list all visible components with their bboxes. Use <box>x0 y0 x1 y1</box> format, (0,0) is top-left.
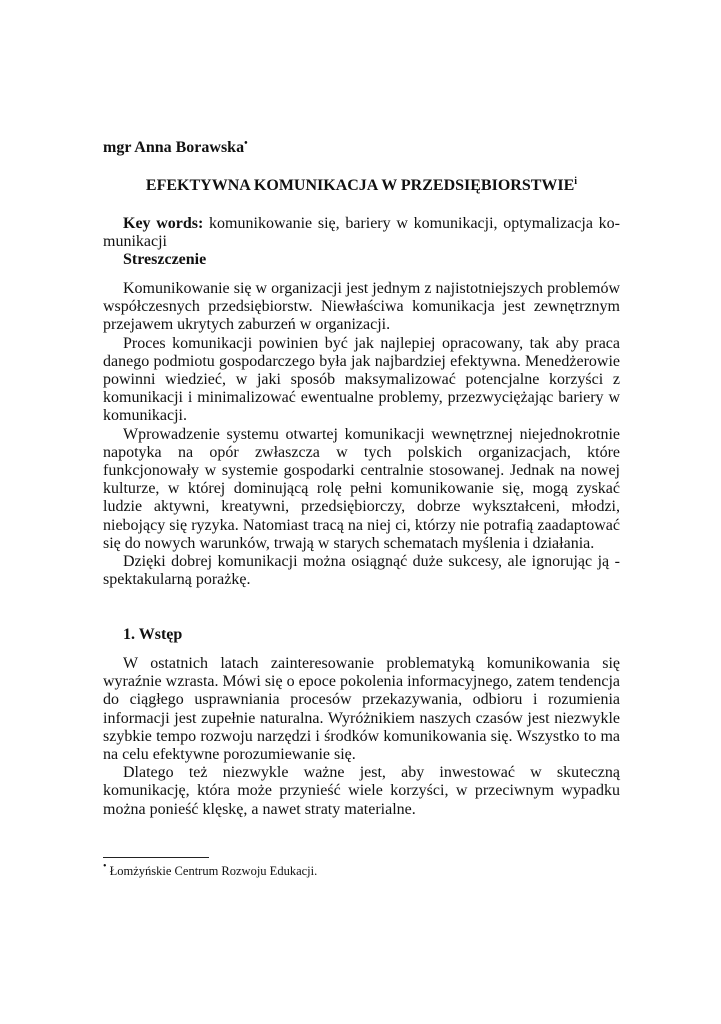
footnote-separator <box>103 857 209 858</box>
abstract-paragraph-1: Komunikowanie się w organizacji jest jednym z najistotniejszych problemów współczesnych przedsiębiorstw. Niewłaściwa komunikacja jest zewnętrznym przejawem ukrytych zaburzeń w organizacji. <box>103 280 620 334</box>
author-footnote-mark: • <box>244 138 248 149</box>
abstract-paragraph-2: Proces komunikacji powinien być jak najlepiej opracowany, tak aby praca danego podmiotu gospodarczego była jak najbardziej efektywna. Menedżerowie powinni wiedzieć, w jaki sposób maksymalizować potencjalne korzyści z komunikacji i minimalizować ewentualne problemy, przezwyciężając bariery w komunikacji. <box>103 334 620 425</box>
keywords-text: komunikowanie się, bariery w komunikacji, optymalizacja ko-munikacji <box>103 215 620 251</box>
title-endnote-mark: i <box>574 176 578 187</box>
abstract-paragraph-3: Wprowadzenie systemu otwartej komunikacji wewnętrznej niejednokrotnie napotyka na opór zwłaszcza w tych polskich organizacjach, które funkcjonowały w systemie gospodarki centralnie stosowanej. Jednak na nowej kulturze, w której dominującą rolę pełni komunikowanie się, mogą zyskać ludzie aktywni, kreatywni, przedsiębiorczy, dobrze wykształceni, młodzi, niebojący się ryzyka. Natomiast tracą na niej ci, którzy nie potrafią zaadaptować się do nowych warunków, trwają w starych schematach myślenia i działania. <box>103 425 620 552</box>
abstract-body <box>103 280 620 589</box>
abstract-paragraph-4: Dzięki dobrej komunikacji można osiągnąć duże sukcesy, ale ignorując ją - spektakularną porażkę. <box>103 553 620 589</box>
author-line <box>103 139 620 157</box>
section-heading-introduction: 1. Wstęp <box>123 626 183 643</box>
author-name: mgr Anna Borawska <box>103 139 245 156</box>
paper-title-text: EFEKTYWNA KOMUNIKACJA W PRZEDSIĘBIORSTWIE <box>145 177 575 194</box>
keywords-block <box>103 215 620 270</box>
keywords-line <box>103 215 620 251</box>
introduction-body <box>103 655 620 819</box>
footnote <box>103 861 318 879</box>
footnote-text: Łomżyńskie Centrum Rozwoju Edukacji. <box>109 864 318 878</box>
introduction-paragraph-2: Dlatego też niezwykle ważne jest, aby inwestować w skuteczną komunikację, która może przynieść wiele korzyści, w przeciwnym wypadku można ponieść klęskę, a nawet straty materialne. <box>103 764 620 818</box>
paper-title <box>103 177 620 195</box>
footnote-mark: • <box>103 861 107 872</box>
introduction-paragraph-1: W ostatnich latach zainteresowanie problematyką komunikowania się wyraźnie wzrasta. Mówi się o epoce pokolenia informacyjnego, zatem tendencja do ciągłego usprawniania procesów przekazywania, odbioru i rozumienia informacji jest zupełnie naturalna. Wyróżnikiem naszych czasów jest niezwykle szybkie tempo rozwoju narzędzi i środków komunikowania się. Wszystko to ma na celu efektywne porozumiewanie się. <box>103 655 620 764</box>
keywords-label: Key words: <box>123 215 204 232</box>
abstract-heading: Streszczenie <box>123 251 207 269</box>
